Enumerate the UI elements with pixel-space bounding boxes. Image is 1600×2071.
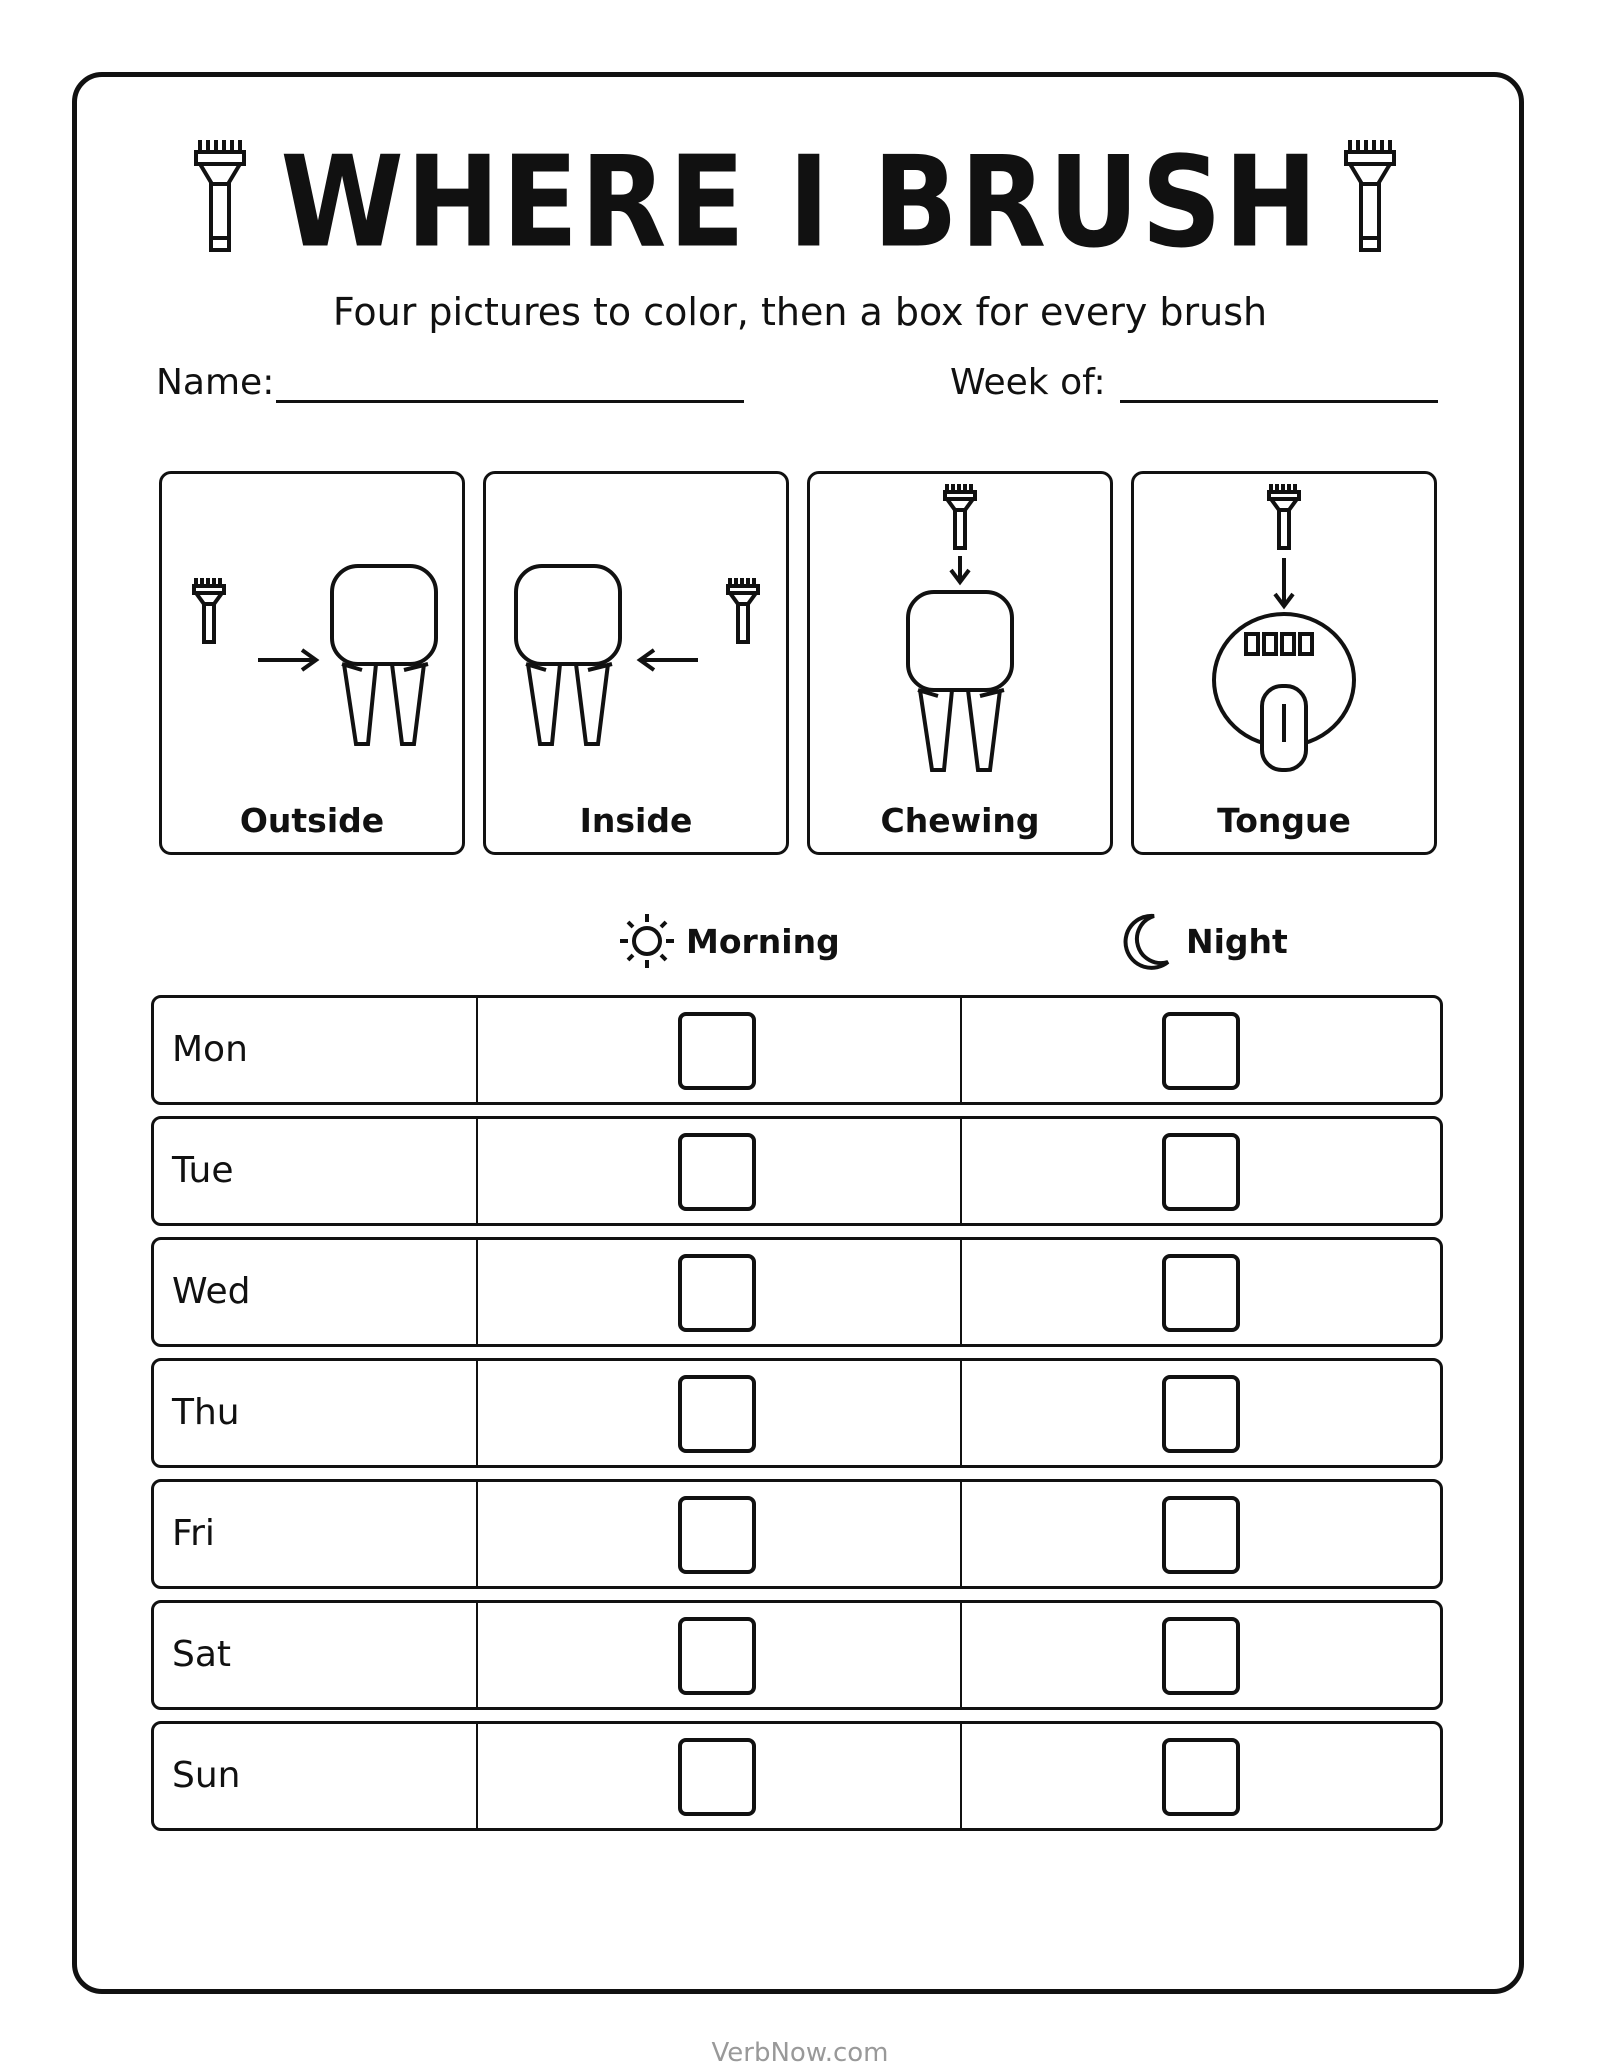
column-divider <box>960 1240 962 1344</box>
card-inside[interactable] <box>483 471 789 855</box>
day-label: Fri <box>172 1513 215 1554</box>
column-divider <box>476 1240 478 1344</box>
night-checkbox[interactable] <box>1162 1254 1240 1332</box>
week-input-line[interactable] <box>1120 400 1438 403</box>
morning-label: Morning <box>686 921 840 961</box>
table-row-mon <box>151 995 1443 1105</box>
table-row-fri <box>151 1479 1443 1589</box>
day-label: Wed <box>172 1271 251 1312</box>
name-label: Name: <box>156 362 275 403</box>
column-divider <box>960 1119 962 1223</box>
tooth-inside-icon <box>486 474 786 852</box>
column-divider <box>476 1119 478 1223</box>
morning-checkbox[interactable] <box>678 1617 756 1695</box>
night-checkbox[interactable] <box>1162 1375 1240 1453</box>
day-label: Tue <box>172 1150 234 1191</box>
table-row-sat <box>151 1600 1443 1710</box>
week-label: Week of: <box>950 362 1106 403</box>
tooth-chewing-icon <box>810 474 1110 852</box>
day-label: Sun <box>172 1755 241 1796</box>
day-label: Sat <box>172 1634 232 1675</box>
column-divider <box>960 1724 962 1828</box>
column-divider <box>476 998 478 1102</box>
tooth-outside-icon <box>162 474 462 852</box>
morning-checkbox[interactable] <box>678 1012 756 1090</box>
card-tongue[interactable] <box>1131 471 1437 855</box>
morning-checkbox[interactable] <box>678 1375 756 1453</box>
night-checkbox[interactable] <box>1162 1738 1240 1816</box>
moon-icon <box>1118 912 1176 970</box>
column-divider <box>476 1361 478 1465</box>
table-row-wed <box>151 1237 1443 1347</box>
night-checkbox[interactable] <box>1162 1012 1240 1090</box>
morning-header <box>618 912 840 970</box>
column-divider <box>476 1482 478 1586</box>
card-label: Outside <box>239 801 385 840</box>
column-divider <box>960 1603 962 1707</box>
card-label: Chewing <box>880 801 1040 840</box>
table-row-thu <box>151 1358 1443 1468</box>
column-divider <box>476 1603 478 1707</box>
day-label: Mon <box>172 1029 248 1070</box>
night-checkbox[interactable] <box>1162 1617 1240 1695</box>
column-divider <box>960 1361 962 1465</box>
card-outside[interactable] <box>159 471 465 855</box>
sun-icon <box>618 912 676 970</box>
name-input-line[interactable] <box>276 400 744 403</box>
morning-checkbox[interactable] <box>678 1133 756 1211</box>
page-subtitle: Four pictures to color, then a box for every brush <box>332 290 1268 334</box>
column-divider <box>960 998 962 1102</box>
morning-checkbox[interactable] <box>678 1738 756 1816</box>
page-title: WHERE I BRUSH <box>280 130 1320 276</box>
card-label: Inside <box>579 801 693 840</box>
tongue-icon <box>1134 474 1434 852</box>
night-label: Night <box>1186 921 1288 961</box>
night-header <box>1118 912 1288 970</box>
day-label: Thu <box>172 1392 240 1433</box>
morning-checkbox[interactable] <box>678 1496 756 1574</box>
table-row-sun <box>151 1721 1443 1831</box>
footer-watermark: VerbNow.com <box>711 2038 889 2068</box>
night-checkbox[interactable] <box>1162 1133 1240 1211</box>
card-label: Tongue <box>1217 801 1351 840</box>
morning-checkbox[interactable] <box>678 1254 756 1332</box>
card-chewing[interactable] <box>807 471 1113 855</box>
column-divider <box>476 1724 478 1828</box>
night-checkbox[interactable] <box>1162 1496 1240 1574</box>
column-divider <box>960 1482 962 1586</box>
table-row-tue <box>151 1116 1443 1226</box>
